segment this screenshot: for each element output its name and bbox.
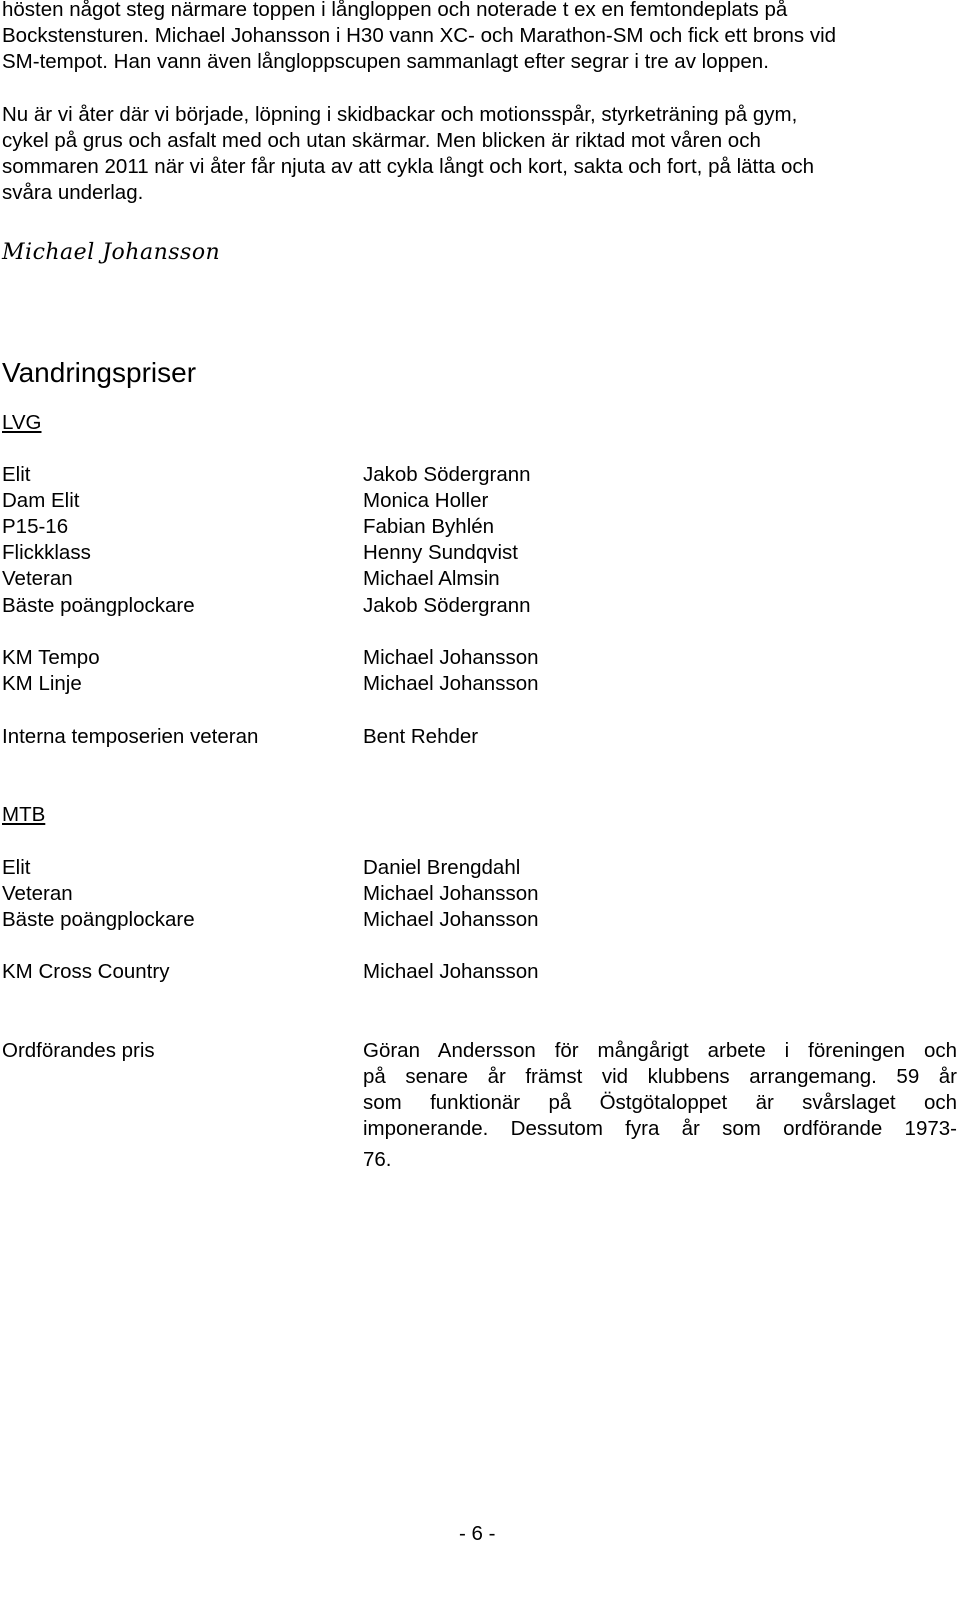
intro-paragraph-line: SM-tempot. Han vann även långloppscupen sammanlagt efter segrar i tre av loppen.	[2, 50, 769, 73]
chairman-prize-line: som funktionär på Östgötaloppet är svårslaget och	[363, 1091, 957, 1114]
second-paragraph-line: Nu är vi åter där vi började, löpning i skidbackar och motionsspår, styrketräning på gym,	[2, 103, 798, 126]
second-paragraph-line: sommaren 2011 när vi åter får njuta av att cykla långt och kort, sakta och fort, på lätta och	[2, 155, 815, 178]
chairman-prize-line: på senare år främst vid klubbens arrangemang. 59 år	[363, 1065, 957, 1088]
chairman-prize-line: Göran Andersson för mångårigt arbete i föreningen och	[363, 1039, 957, 1062]
second-paragraph-line: svåra underlag.	[2, 181, 144, 204]
lvg-category: KM Linje	[2, 672, 82, 695]
mtb-winner: Michael Johansson	[363, 882, 539, 905]
lvg-winner: Jakob Södergrann	[363, 594, 531, 617]
lvg-category: Flickklass	[2, 541, 91, 564]
page-number: - 6 -	[459, 1522, 496, 1545]
mtb-category: KM Cross Country	[2, 960, 170, 983]
lvg-winner: Michael Johansson	[363, 672, 539, 695]
lvg-winner: Bent Rehder	[363, 725, 479, 748]
lvg-category: Veteran	[2, 567, 73, 590]
lvg-category: KM Tempo	[2, 646, 100, 669]
mtb-winner: Michael Johansson	[363, 908, 539, 931]
mtb-winner: Michael Johansson	[363, 960, 539, 983]
mtb-category: Veteran	[2, 882, 73, 905]
mtb-category: Elit	[2, 856, 31, 879]
lvg-winner: Henny Sundqvist	[363, 541, 518, 564]
section-title-lvg: LVG	[2, 411, 42, 434]
lvg-winner: Michael Johansson	[363, 646, 539, 669]
chairman-prize-text	[363, 1038, 957, 1173]
page-heading: Vandringspriser	[2, 357, 197, 388]
section-title-mtb: MTB	[2, 803, 46, 826]
signature: Michael Johansson	[2, 240, 221, 265]
intro-paragraph-line: Bockstensturen. Michael Johansson i H30 vann XC- och Marathon-SM och fick ett brons vid	[2, 24, 837, 47]
lvg-winner: Michael Almsin	[363, 567, 500, 590]
lvg-category: Bäste poängplockare	[2, 594, 195, 617]
lvg-category: P15-16	[2, 515, 69, 538]
lvg-category: Interna temposerien veteran	[2, 725, 259, 748]
chairman-prize-label: Ordförandes pris	[2, 1039, 155, 1062]
mtb-winner: Daniel Brengdahl	[363, 856, 521, 879]
lvg-winner: Jakob Södergrann	[363, 463, 531, 486]
intro-paragraph-line: hösten något steg närmare toppen i långloppen och noterade t ex en femtondeplats på	[2, 0, 788, 21]
second-paragraph-line: cykel på grus och asfalt med och utan skärmar. Men blicken är riktad mot våren och	[2, 129, 761, 152]
lvg-category: Dam Elit	[2, 489, 80, 512]
lvg-winner: Monica Holler	[363, 489, 489, 512]
lvg-winner: Fabian Byhlén	[363, 515, 495, 538]
chairman-prize-line: imponerande. Dessutom fyra år som ordförande 1973-	[363, 1117, 957, 1140]
chairman-prize-line: 76.	[363, 1148, 392, 1171]
lvg-category: Elit	[2, 463, 31, 486]
mtb-category: Bäste poängplockare	[2, 908, 195, 931]
